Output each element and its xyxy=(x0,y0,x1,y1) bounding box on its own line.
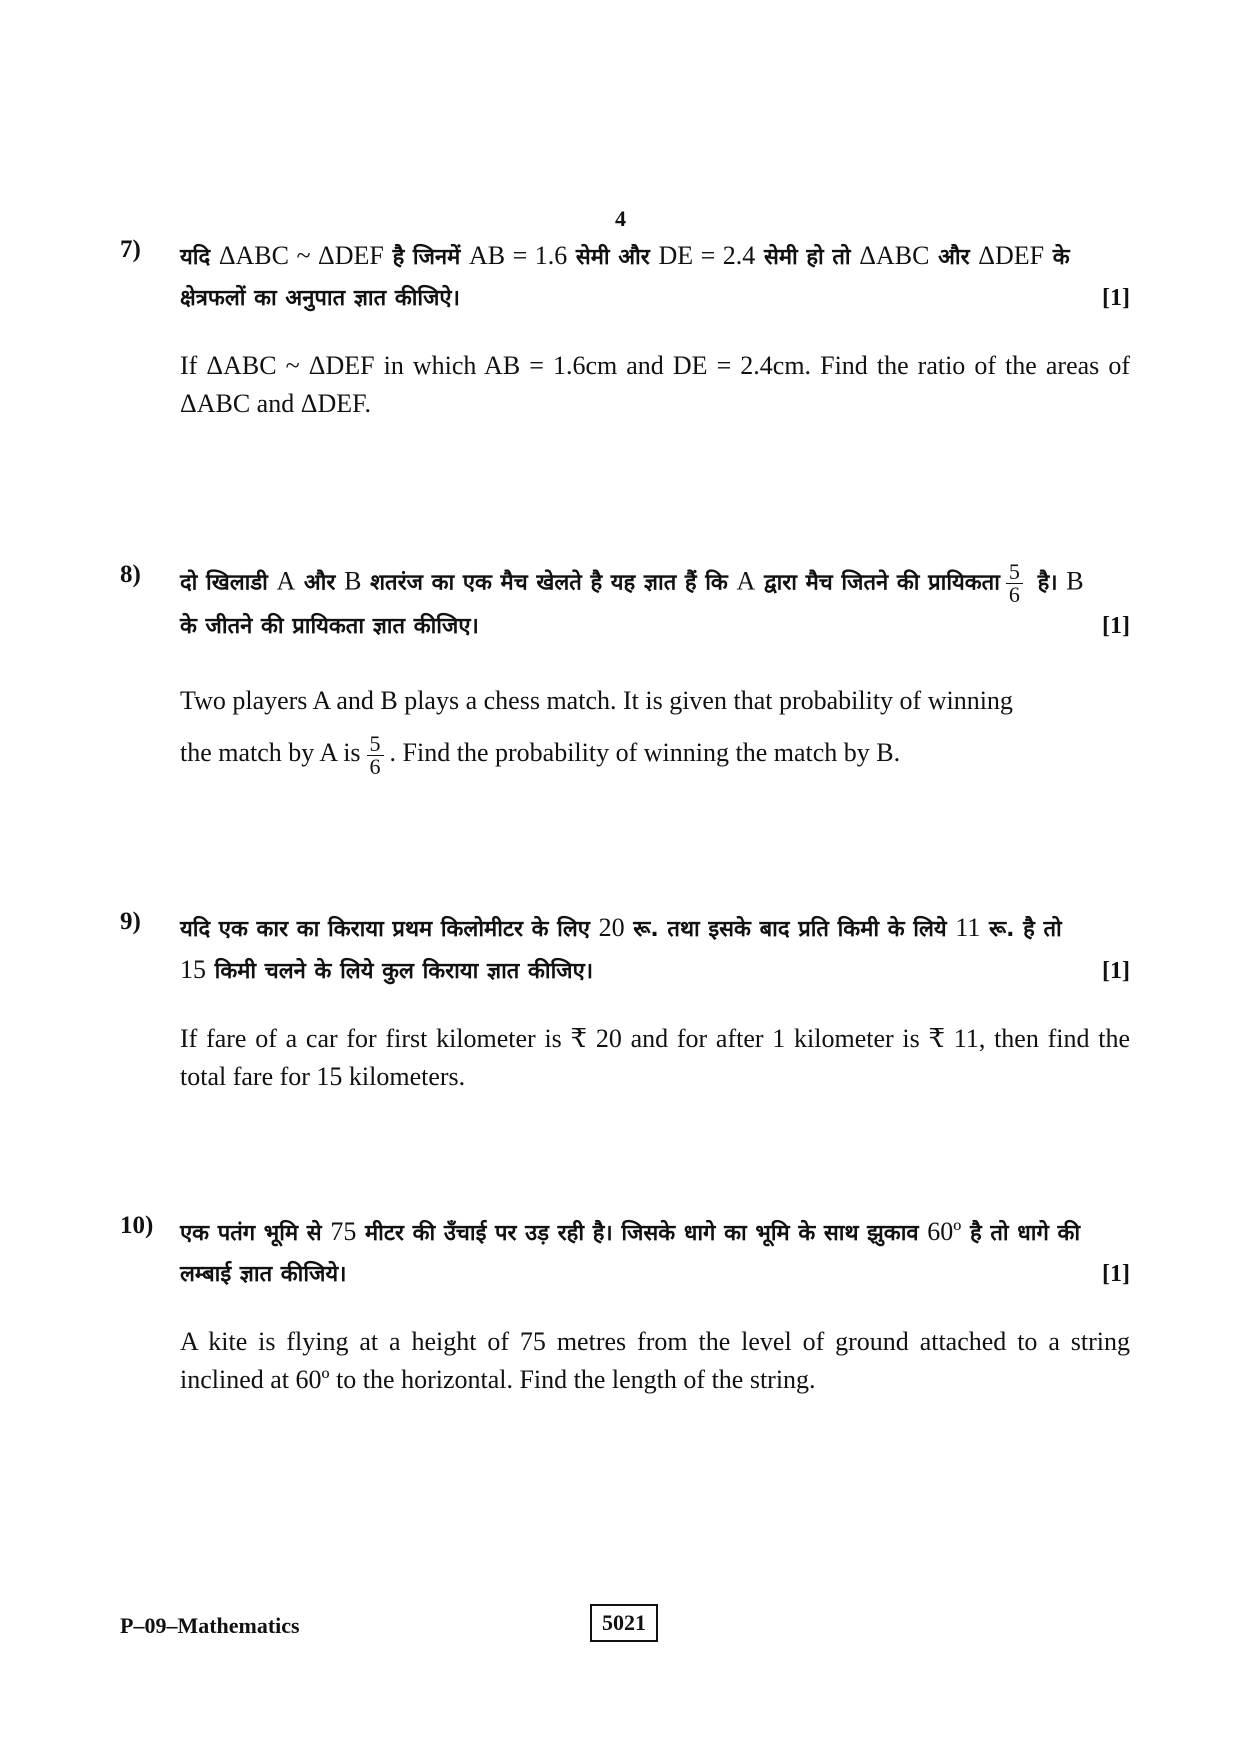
marks: [1] xyxy=(1102,958,1130,984)
hindi-text: यदि एक कार का किराया प्रथम किलोमीटर के लिए 20 रू. तथा इसके बाद प्रति किमी के लिये 11 रू. है तो xyxy=(180,913,1062,942)
english-text: If ΔABC ~ ΔDEF in which AB = 1.6cm and DE = 2.4cm. Find the ratio of the areas of ΔABC and ΔDEF. xyxy=(180,351,1130,418)
page-number: 4 xyxy=(615,206,626,231)
english-text: A kite is flying at a height of 75 metres from the level of ground attached to a string inclined at 60º to the horizontal. Find the length of the string. xyxy=(180,1327,1130,1394)
marks: [1] xyxy=(1102,1261,1130,1287)
question-8 xyxy=(120,561,1130,779)
marks: [1] xyxy=(1102,285,1130,311)
footer-subject: P–09–Mathematics xyxy=(120,1613,300,1638)
fraction: $\frac{5}{6}$ xyxy=(367,733,384,778)
hindi-text-line2: लम्बाई ज्ञात कीजिये। xyxy=(180,1262,347,1287)
hindi-text: एक पतंग भूमि से 75 मीटर की उँचाई पर उड़ रही है। जिसके धागे का भूमि के साथ झुकाव 60º है तो धागे की xyxy=(180,1217,1081,1246)
english-text: Two players A and B plays a chess match. It is given that probability of winning the match by A is $\frac{5}{6}$ . Find the probability of winning the match by B. xyxy=(180,686,1013,779)
hindi-text: यदि ΔABC ~ ΔDEF है जिनमें AB = 1.6 सेमी और DE = 2.4 सेमी हो तो ΔABC और ΔDEF के xyxy=(180,241,1070,270)
question-number: 8) xyxy=(120,561,141,588)
question-number: 10) xyxy=(120,1212,154,1239)
question-9 xyxy=(120,908,1130,1096)
hindi-text-line2: के जीतने की प्रायिकता ज्ञात कीजिए। xyxy=(180,614,479,639)
footer-code-box: 5021 xyxy=(590,1604,658,1642)
marks: [1] xyxy=(1102,613,1130,639)
hindi-text-line2: क्षेत्रफलों का अनुपात ज्ञात कीजिऐ। xyxy=(180,286,460,311)
english-text: If fare of a car for first kilometer is ₹ 20 and for after 1 kilometer is ₹ 11, then find the total fare for 15 kilometers. xyxy=(180,1024,1130,1091)
question-number: 9) xyxy=(120,908,141,935)
fraction: $\frac{5}{6}$ xyxy=(1006,561,1023,606)
hindi-text: दो खिलाडी A और B शतरंज का एक मैच खेलते है यह ज्ञात हैं कि A द्वारा मैच जितने की प्रायिकता $\frac{5}{6}$ है। B xyxy=(180,559,1084,607)
question-7 xyxy=(120,236,1130,423)
question-number: 7) xyxy=(120,236,141,263)
hindi-text-line2: 15 किमी चलने के लिये कुल किराया ज्ञात कीजिए। xyxy=(180,955,594,984)
question-10 xyxy=(120,1212,1130,1399)
